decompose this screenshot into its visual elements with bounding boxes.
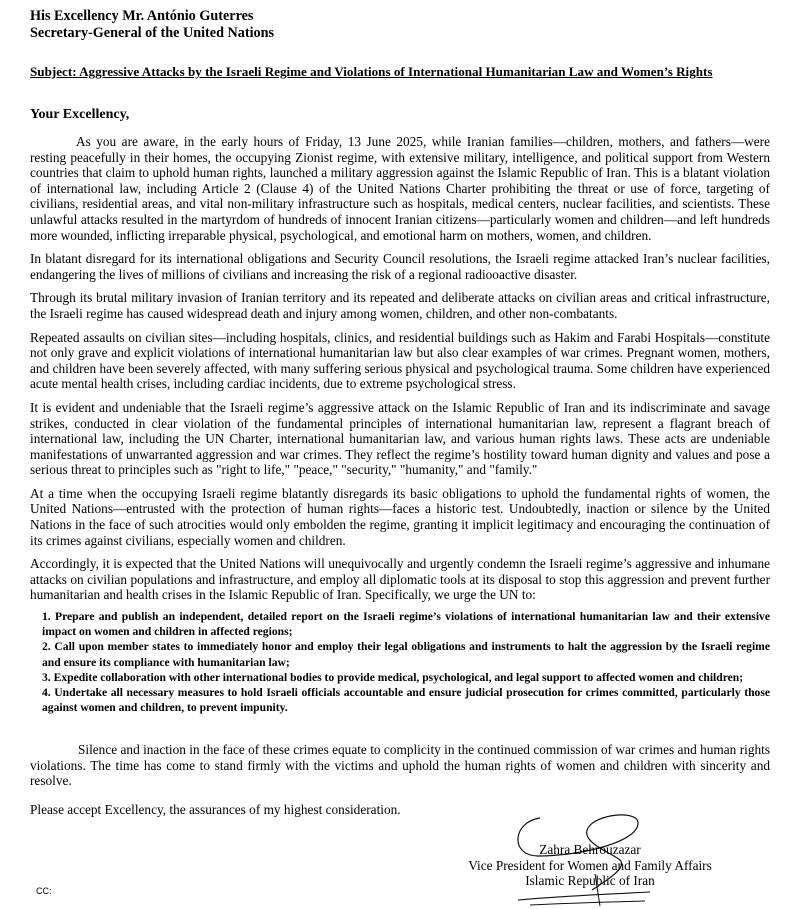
salutation: Your Excellency,: [30, 107, 130, 122]
body-paragraph: At a time when the occupying Israeli regime blatantly disregards its basic obligations to uphold the fundamental rights of women, the United Nations—entrusted with the protection of human rights—faces a historic test. Undoubtedly, inaction or silence by the United Nations in the face of such atrocities would only embolden the regime, granting it implicit legitimacy and encouraging the continuation of its crimes against civilians, especially women and children.: [30, 485, 770, 548]
body-paragraph: Through its brutal military invasion of Iranian territory and its repeated and deliberate attacks on civilian areas and critical infrastructure, the Israeli regime has caused widespread death and injury among women, children, and other non-combatants.: [30, 290, 770, 321]
signature-block: [420, 842, 760, 889]
addressee-block: [30, 8, 274, 42]
body-paragraph: Accordingly, it is expected that the United Nations will unequivocally and urgently condemn the Israeli regime’s aggressive and inhumane attacks on civilian populations and infrastructure, and employ all diplomatic tools at its disposal to stop this aggression and prevent further humanitarian and health crises in the Islamic Republic of Iran. Specifically, we urge the UN to:: [30, 556, 770, 603]
urge-list: [42, 609, 770, 715]
regards-line: Please accept Excellency, the assurances of my highest consideration.: [30, 802, 401, 817]
letter-body: [30, 134, 770, 611]
body-paragraph: Repeated assaults on civilian sites—including hospitals, clinics, and residential buildings such as Hakim and Farabi Hospitals—constitute not only grave and explicit violations of international humanitarian law but also clear examples of war crimes. Pregnant women, mothers, and children have been severely affected, with many suffering serious physical and psychological trauma. Some children have experienced acute mental health crises, including cardiac incidents, due to extreme psychological stress.: [30, 329, 770, 392]
subject-line: Subject: Aggressive Attacks by the Israeli Regime and Violations of International Humanitarian Law and Women’s Rights: [30, 64, 713, 79]
closing-paragraph: Silence and inaction in the face of these crimes equate to complicity in the continued commission of war crimes and human rights violations. The time has come to stand firmly with the victims and uphold the human rights of women and children with sincerity and resolve.: [30, 742, 770, 789]
addressee-name: His Excellency Mr. António Guterres: [30, 8, 254, 24]
urge-item: 3. Expedite collaboration with other international bodies to provide medical, psychological, and legal support to affected women and children;: [42, 670, 744, 684]
signatory-name: Zahra Behrouzazar: [539, 842, 641, 857]
body-paragraph: It is evident and undeniable that the Israeli regime’s aggressive attack on the Islamic Republic of Iran and its indiscriminate and savage strikes, conducted in clear violation of the fundamental principles of international humanitarian law, represent a flagrant breach of international law, including the UN Charter, international humanitarian law, and various human rights laws. These acts are undeniable manifestations of unwarranted aggression and war crimes. They reflect the regime’s hostility toward human dignity and values and pose a serious threat to principles such as "right to life," "peace," "security," "humanity," and "family.": [30, 399, 770, 478]
addressee-title: Secretary-General of the United Nations: [30, 25, 275, 41]
body-paragraph: As you are aware, in the early hours of Friday, 13 June 2025, while Iranian families—children, mothers, and fathers—were resting peacefully in their homes, the occupying Zionist regime, with extensive military, intelligence, and political support from Western countries that claim to uphold human rights, launched a military aggression against the Islamic Republic of Iran. This is a blatant violation of international law, including Article 2 (Clause 4) of the United Nations Charter prohibiting the threat or use of force, targeting of civilians, residential areas, and vital non-military infrastructure such as hospitals, medical centers, nuclear facilities, and scientists. These unlawful attacks resulted in the martyrdom of hundreds of innocent Iranian citizens—particularly women and children—and left hundreds more wounded, inflicting irreparable physical, psychological, and emotional harm on mothers, women, and children.: [30, 134, 770, 243]
cc-label: CC:: [36, 886, 52, 896]
body-paragraph: In blatant disregard for its international obligations and Security Council resolutions, the Israeli regime attacked Iran’s nuclear facilities, endangering the lives of millions of civilians and increasing the risk of a regional radiooactive disaster.: [30, 251, 770, 282]
signatory-position: Vice President for Women and Family Affairs: [468, 857, 712, 873]
urge-item: 2. Call upon member states to immediately honor and employ their legal obligations and instruments to halt the aggression by the Israeli regime and ensure its compliance with humanitarian law;: [42, 640, 770, 669]
urge-item: 4. Undertake all necessary measures to hold Israeli officials accountable and ensure judicial prosecution for crimes committed, particularly those against women and children, to prevent impunity.: [42, 686, 770, 715]
signatory-organization: Islamic Republic of Iran: [525, 873, 655, 888]
urge-item: 1. Prepare and publish an independent, detailed report on the Israeli regime’s violations of international humanitarian law and their extensive impact on women and children in affected regions;: [42, 610, 770, 639]
